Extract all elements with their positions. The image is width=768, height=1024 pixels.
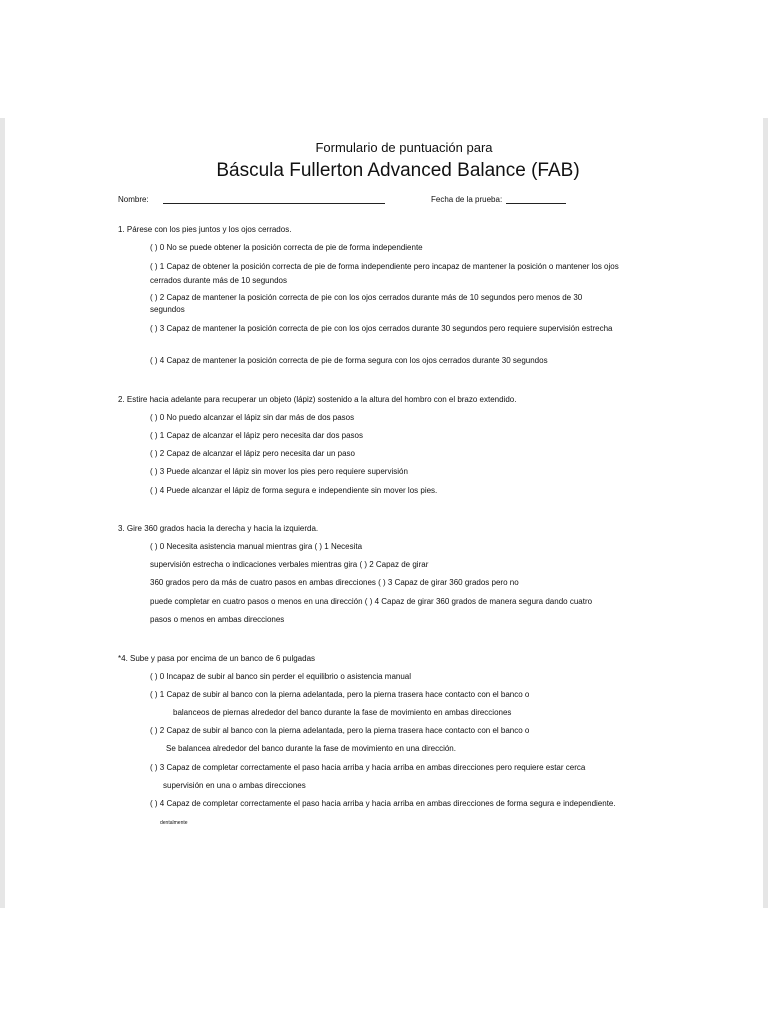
q3-line-2[interactable]: 360 grados pero da más de cuatro pasos en ambas direcciones ( ) 3 Capaz de girar 360 grados pero no	[150, 578, 519, 587]
name-label: Nombre:	[118, 195, 149, 204]
form-title: Báscula Fullerton Advanced Balance (FAB)	[216, 160, 580, 181]
question-2: 2. Estire hacia adelante para recuperar un objeto (lápiz) sostenido a la altura del hombro con el brazo extendido.	[118, 395, 517, 404]
q4-option-2-cont: Se balancea alrededor del banco durante la fase de movimiento en una dirección.	[166, 744, 456, 753]
footnote: dentalmente	[160, 820, 188, 826]
q2-option-0[interactable]: ( ) 0 No puedo alcanzar el lápiz sin dar más de dos pasos	[150, 413, 355, 422]
date-underline[interactable]	[506, 203, 566, 204]
q3-line-3[interactable]: puede completar en cuatro pasos o menos en una dirección ( ) 4 Capaz de girar 360 grados de manera segura dando cuatro	[150, 597, 593, 606]
date-label: Fecha de la prueba:	[431, 195, 503, 204]
q1-option-2-cont: segundos	[150, 305, 185, 314]
q1-option-1-cont: cerrados durante más de 10 segundos	[150, 276, 287, 285]
q4-option-2[interactable]: ( ) 2 Capaz de subir al banco con la pierna adelantada, pero la pierna trasera hace contacto con el banco o	[150, 726, 530, 735]
top-margin	[0, 0, 768, 118]
q2-option-4[interactable]: ( ) 4 Puede alcanzar el lápiz de forma segura e independiente sin mover los pies.	[150, 486, 438, 495]
q4-option-1-cont: balanceos de piernas alrededor del banco durante la fase de movimiento en ambas direcciones	[173, 708, 512, 717]
q3-line-4: pasos o menos en ambas direcciones	[150, 615, 285, 624]
q1-option-2[interactable]: ( ) 2 Capaz de mantener la posición correcta de pie con los ojos cerrados durante más de 10 segundos pero menos de 30	[150, 293, 583, 302]
date-field[interactable]	[431, 195, 566, 204]
form-subtitle: Formulario de puntuación para	[315, 140, 493, 155]
q4-option-0[interactable]: ( ) 0 Incapaz de subir al banco sin perder el equilibrio o asistencia manual	[150, 672, 412, 681]
q1-option-0[interactable]: ( ) 0 No se puede obtener la posición correcta de pie de forma independiente	[150, 243, 423, 252]
document-page	[5, 118, 763, 908]
q1-option-4[interactable]: ( ) 4 Capaz de mantener la posición correcta de pie de forma segura con los ojos cerrados durante 30 segundos	[150, 356, 548, 365]
q4-option-3-cont: supervisión en una o ambas direcciones	[163, 781, 306, 790]
q4-option-1[interactable]: ( ) 1 Capaz de subir al banco con la pierna adelantada, pero la pierna trasera hace contacto con el banco o	[150, 690, 530, 699]
q2-option-1[interactable]: ( ) 1 Capaz de alcanzar el lápiz pero necesita dar dos pasos	[150, 431, 364, 440]
q4-option-4[interactable]: ( ) 4 Capaz de completar correctamente el paso hacia arriba y hacia arriba en ambas direcciones de forma segura e independiente.	[150, 799, 616, 808]
q1-option-1[interactable]: ( ) 1 Capaz de obtener la posición correcta de pie de forma independiente pero incapaz de mantener la posición o mantener los ojos	[150, 262, 619, 271]
name-field[interactable]	[118, 195, 385, 204]
q3-line-0[interactable]: ( ) 0 Necesita asistencia manual mientras gira ( ) 1 Necesita	[150, 542, 363, 551]
question-1: 1. Párese con los pies juntos y los ojos cerrados.	[118, 225, 292, 234]
q1-option-3[interactable]: ( ) 3 Capaz de mantener la posición correcta de pie con los ojos cerrados durante 30 segundos pero requiere supervisión estrecha	[150, 324, 613, 333]
q4-option-3[interactable]: ( ) 3 Capaz de completar correctamente el paso hacia arriba y hacia arriba en ambas direcciones pero requiere estar cerca	[150, 763, 586, 772]
name-underline[interactable]	[163, 203, 385, 204]
question-3: 3. Gire 360 grados hacia la derecha y hacia la izquierda.	[118, 524, 319, 533]
q2-option-2[interactable]: ( ) 2 Capaz de alcanzar el lápiz pero necesita dar un paso	[150, 449, 356, 458]
q2-option-3[interactable]: ( ) 3 Puede alcanzar el lápiz sin mover los pies pero requiere supervisión	[150, 467, 408, 476]
page-edge-right	[763, 118, 768, 908]
q3-line-1[interactable]: supervisión estrecha o indicaciones verbales mientras gira ( ) 2 Capaz de girar	[150, 560, 429, 569]
question-4: *4. Sube y pasa por encima de un banco de 6 pulgadas	[118, 654, 316, 663]
